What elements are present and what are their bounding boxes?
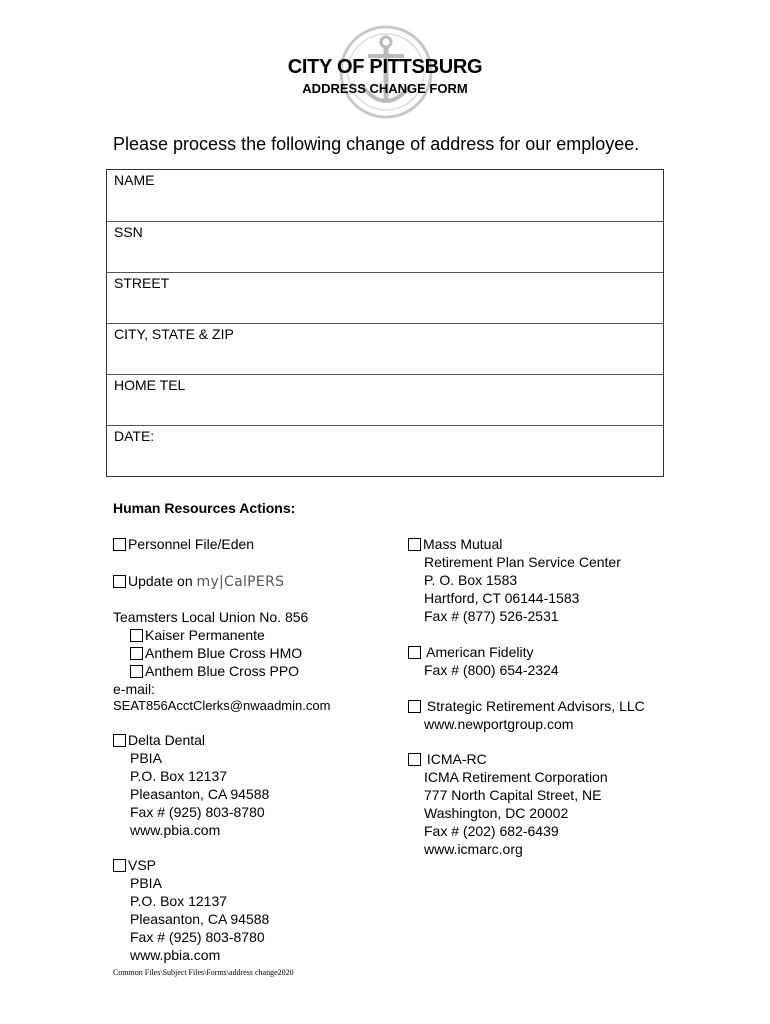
teamsters-email: SEAT856AcctClerks@nwaadmin.com (113, 698, 331, 713)
option-label: Anthem Blue Cross HMO (145, 645, 303, 661)
delta-dental-checkbox[interactable] (113, 734, 126, 747)
address-line: Fax # (800) 654-2324 (424, 662, 559, 678)
address-line: P.O. Box 12137 (130, 768, 228, 784)
option-label: Kaiser Permanente (145, 627, 265, 643)
address-line: Pleasanton, CA 94588 (130, 911, 270, 927)
address-line: P. O. Box 1583 (424, 572, 518, 588)
address-line: www.pbia.com (130, 947, 221, 963)
mass-mutual-checkbox[interactable] (408, 538, 421, 551)
option-label: Strategic Retirement Advisors, LLC (426, 698, 645, 714)
calpers-checkbox[interactable] (113, 575, 126, 588)
option-label: Update on (128, 573, 197, 589)
address-line: Fax # (202) 682-6439 (424, 823, 559, 839)
street-field[interactable] (107, 272, 663, 323)
delta-dental-option (113, 731, 205, 749)
calpers-logo-text: my|CalPERS (196, 574, 285, 590)
strategic-option (408, 697, 645, 715)
date-field[interactable] (107, 425, 663, 476)
anthem-hmo-option (130, 644, 302, 662)
address-line: www.pbia.com (130, 822, 221, 838)
option-label: Delta Dental (128, 732, 206, 748)
personnel-checkbox[interactable] (113, 538, 126, 551)
field-label: SSN (114, 224, 143, 240)
option-label: Anthem Blue Cross PPO (145, 663, 300, 679)
ssn-field[interactable] (107, 221, 663, 272)
icma-checkbox[interactable] (408, 753, 421, 766)
kaiser-option (130, 626, 265, 644)
intro-text: Please process the following change of address for our employee. (113, 134, 640, 154)
anthem-ppo-checkbox[interactable] (130, 665, 143, 678)
kaiser-checkbox[interactable] (130, 629, 143, 642)
strategic-checkbox[interactable] (408, 700, 421, 713)
address-line: PBIA (130, 750, 162, 766)
city-state-zip-field[interactable] (107, 323, 663, 374)
field-label: HOME TEL (114, 377, 186, 393)
option-label: American Fidelity (426, 644, 534, 660)
address-line: Washington, DC 20002 (424, 805, 569, 821)
mass-mutual-option (408, 535, 502, 553)
name-field[interactable] (107, 170, 663, 221)
anthem-ppo-option (130, 662, 299, 680)
address-line: P.O. Box 12137 (130, 893, 228, 909)
address-line: www.newportgroup.com (424, 716, 574, 732)
email-label: e-mail: (113, 681, 156, 697)
form-subtitle: ADDRESS CHANGE FORM (302, 81, 468, 96)
icma-option (408, 750, 487, 768)
field-label: CITY, STATE & ZIP (114, 326, 234, 342)
option-label: ICMA-RC (426, 751, 487, 767)
vsp-checkbox[interactable] (113, 859, 126, 872)
personnel-option (113, 535, 254, 553)
address-line: Fax # (925) 803-8780 (130, 929, 265, 945)
address-line: PBIA (130, 875, 162, 891)
teamsters-heading: Teamsters Local Union No. 856 (113, 609, 309, 625)
vsp-option (113, 856, 156, 874)
address-line: ICMA Retirement Corporation (424, 769, 608, 785)
address-line: Pleasanton, CA 94588 (130, 786, 270, 802)
address-line: Fax # (925) 803-8780 (130, 804, 265, 820)
field-label: STREET (114, 275, 170, 291)
american-fidelity-option (408, 643, 534, 661)
page-title: CITY OF PITTSBURG (287, 56, 483, 78)
address-line: Fax # (877) 526-2531 (424, 608, 559, 624)
address-line: Retirement Plan Service Center (424, 554, 621, 570)
calpers-option (113, 572, 284, 591)
address-line: Hartford, CT 06144-1583 (424, 590, 580, 606)
option-label: VSP (128, 857, 157, 873)
field-label: NAME (114, 172, 155, 188)
option-label: Personnel File/Eden (128, 536, 255, 552)
anthem-hmo-checkbox[interactable] (130, 647, 143, 660)
file-path-footer: Common Files\Subject Files\Forms\address change2020 (113, 968, 294, 977)
employee-info-table (106, 169, 664, 477)
home-tel-field[interactable] (107, 374, 663, 425)
american-fidelity-checkbox[interactable] (408, 646, 421, 659)
field-label: DATE: (114, 428, 155, 444)
address-line: 777 North Capital Street, NE (424, 787, 602, 803)
hr-actions-heading: Human Resources Actions: (113, 500, 296, 516)
option-label: Mass Mutual (423, 536, 503, 552)
address-line: www.icmarc.org (424, 841, 523, 857)
